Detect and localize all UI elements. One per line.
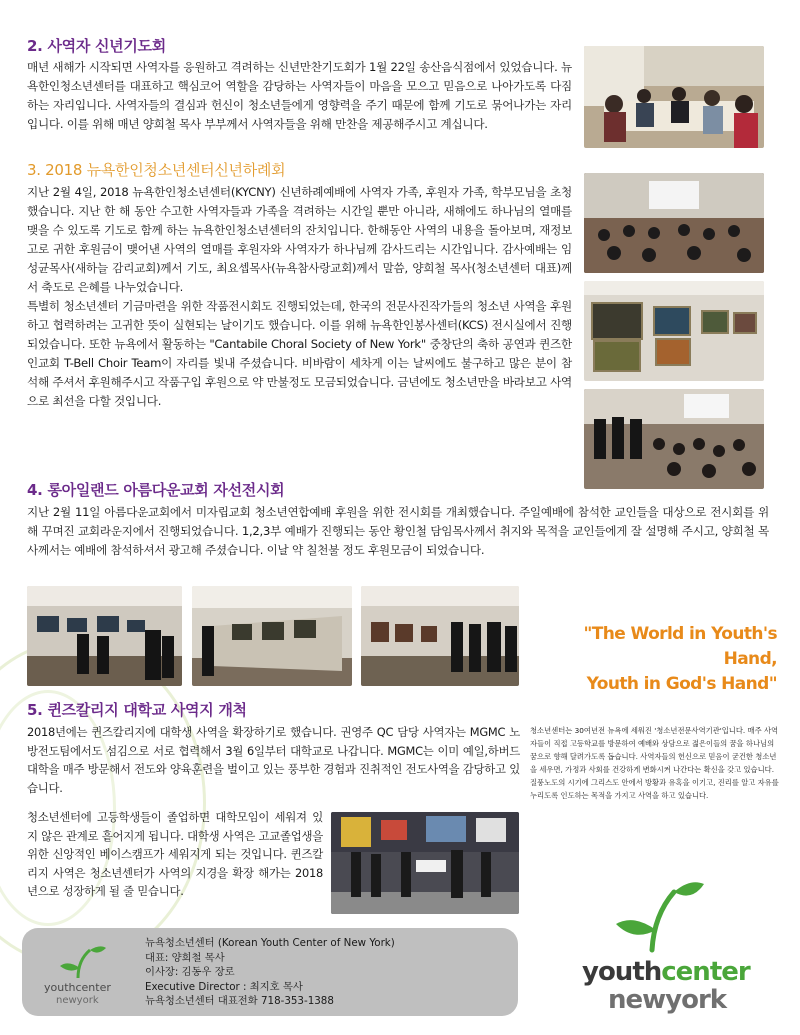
slogan-line-1: "The World in Youth's Hand, [583, 624, 777, 669]
section-title: 2. 사역자 신년기도회 [27, 37, 166, 55]
logo-word-youth: youth [582, 957, 662, 987]
section-title: 4. 롱아일랜드 아름다운교회 자선전시회 [27, 481, 285, 499]
section-3 [27, 159, 572, 411]
section-2 [27, 35, 572, 134]
section-title: 3. 2018 뉴욕한인청소년센터신년하례회 [27, 161, 286, 179]
photo-dinner-prayer [584, 46, 764, 148]
contact-lines [145, 936, 395, 1009]
slogan [527, 622, 777, 697]
section-body: 지난 2월 4일, 2018 뉴욕한인청소년센터(KYCNY) 신년하례예배에 사역자 가족, 후원자 가족, 학부모님을 초청했습니다. 지난 한 해 동안 수고한 사역자들과 가족을 격려하는 시간일 뿐만 아니라, 새해에도 하나님의 열매를 맺을 수 있도록 기도로 함께 하는 뉴욕한인청소년센터의 잔치입니다. 한해동안 사역의 내용을 돌아보며, 재정보고로 귀한 후원금이 맺어낸 사역의 열매를 후원자와 사역자가 하나님께 감사드리는 시간입니다. 감사예배는 임성균목사(새하늘 감리교회)께서 기도, 최요셉목사(뉴욕참사랑교회)께서 말씀, 양희철 목사(청소년센터 대표)께서 축도로 은혜를 나누었습니다. [27, 185, 572, 294]
logo-word-newyork: newyork [608, 985, 727, 1015]
photo-art-exhibition [584, 281, 764, 381]
section-body: 지난 2월 11일 아름다운교회에서 미자립교회 청소년연합예배 후원을 위한 전시회를 개최했습니다. 주일예배에 참석한 교인들을 대상으로 전시회를 위해 꾸며진 교회라운지에서 진행되었습니다. 1,2,3부 예배가 진행되는 동안 황인철 담임목사께서 취지와 목적을 교인들에게 잘 설명해 주시고, 양희철 목사께서는 예배에 참석하셔서 광고해 주셨습니다. 이날 약 칠천불 정도 후원모금이 되었습니다. [27, 505, 769, 557]
section-4 [27, 479, 769, 560]
slogan-line-2: Youth in God's Hand" [586, 674, 777, 694]
section-body: 2018년에는 퀸즈칼리지에 대학생 사역을 확장하기로 했습니다. 권영주 QC 담당 사역자는 MGMC 노방전도팀에서도 섬김으로 서로 협력해서 3월 6일부터 대학교로 나갑니다. MGMC는 이미 예일,하버드 대학을 매주 방문해서 전도와 양육훈련을 벌이고 있는 풍부한 경험과 진취적인 전도사역을 감당하고 있습니다. [27, 725, 520, 795]
contact-director: Executive Director : 최지호 목사 [145, 980, 303, 993]
logo-text-line-1: youthcenter [44, 981, 111, 994]
contact-representative: 대표: 양희철 목사 [145, 951, 225, 964]
section-body-2: 특별히 청소년센터 기금마련을 위한 작품전시회도 진행되었는데, 한국의 전문사진작가들의 청소년 사역을 후원하고 협력하려는 고귀한 뜻이 실현되는 날이기도 했습니다. 이를 위해 뉴욕한인봉사센터(KCS) 전시실에서 진행되었습니다. 또한 뉴욕에서 활동하는 "Cantabile Choral Society of New York" 중창단의 축하 공연과 퀸즈한인교회 T-Bell Choir Team이 자리를 빛내 주셨습니다. 비바람이 세차게 이는 날씨에도 불구하고 많은 분이 참석해 주셔서 후원해주시고 작품구입 후원으로 약 만불정도 모금되었습니다. 금년에도 청소년만을 바라보고 사역으로 최선을 다할 것입니다. [27, 299, 572, 408]
photo-new-year-service [584, 173, 764, 273]
section-5-continued [27, 808, 323, 901]
contact-chairman: 이사장: 김동우 장로 [145, 966, 235, 978]
leaf-icon [38, 938, 118, 1008]
svg-text:youthcenter [582, 957, 751, 987]
logo-word-center: center [661, 957, 750, 987]
section-body-2: 청소년센터에 고등학생들이 졸업하면 대학모임이 세워져 있지 않은 관계로 흩어지게 됩니다. 대학생 사역은 고교졸업생을 위한 신앙적인 베이스캠프가 세워지게 되는 것입니다. 퀸즈칼리지 사역은 청소년센터가 사역의 지경을 확장 해가는 2018년으로 성장하게 될 줄 믿습니다. [27, 810, 323, 899]
photo-street-evangelism [331, 812, 519, 914]
photo-church-exhibit-2 [192, 586, 352, 686]
logo-text-line-2: newyork [56, 995, 99, 1006]
youthcenter-logo [38, 938, 118, 1008]
center-description: 청소년센터는 30여년전 뉴욕에 세워진 '청소년전문사역기관'입니다. 매주 사역자들이 직접 고등학교를 방문하여 예배와 상담으로 젊은이들의 꿈을 하나님의 꿈으로 향해 달려가도록 돕습니다. 사역자들의 헌신으로 믿음이 굳건한 청소년을 세우면, 가정과 사회를 건강하게 변화시켜 나간다는 확신을 갖고 있습니다. 질풍노도의 시기에 그리스도 안에서 방황과 유혹을 이기고, 진리를 알고 자유를 누리도록 인도하는 목적을 가지고 사역을 하고 있습니다. [530, 726, 779, 800]
contact-org: 뉴욕청소년센터 (Korean Youth Center of New York) [145, 937, 395, 949]
contact-phone: 뉴욕청소년센터 대표전화 718-353-1388 [145, 995, 334, 1007]
youthcenter-newyork-logo [582, 870, 752, 1015]
section-title: 5. 퀸즈칼리지 대학교 사역지 개척 [27, 701, 247, 719]
section-body: 매년 새해가 시작되면 사역자를 응원하고 격려하는 신년만찬기도회가 1월 22일 송산음식점에서 있었습니다. 뉴욕한인청소년센터를 대표하고 핵심코어 역할을 감당하는 사역자들이 마음을 모으고 믿음으로 나아가도록 다짐하는 자리입니다. 사역자들의 결심과 헌신이 청소년들에게 영향력을 주기 때문에 함께 기도로 묶어나가는 자리입니다. 이를 위해 매년 양희철 목사 부부께서 사역자들을 위해 만찬을 제공해주시고 계십니다. [27, 60, 572, 131]
footer-contact-box [22, 928, 518, 1016]
leaf-logo-icon [582, 870, 752, 1015]
photo-church-exhibit-1 [27, 586, 182, 686]
photo-choir-performance [584, 389, 764, 489]
photo-church-exhibit-3 [361, 586, 519, 686]
section-5 [27, 699, 520, 797]
